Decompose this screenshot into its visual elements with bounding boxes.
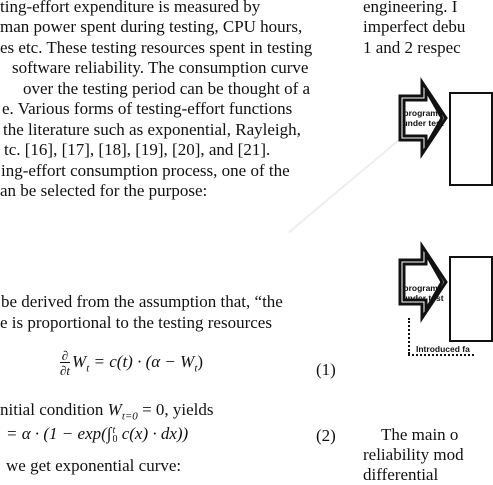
body-text-line: over the testing period can be thought of a: [23, 79, 311, 98]
watermark-mark: [288, 129, 412, 233]
partial-derivative: ∂ ∂t: [60, 348, 71, 378]
body-text-line: es etc. These testing resources spent in testing: [0, 38, 313, 57]
body-text-line: engineering. I: [363, 0, 458, 16]
body-text-line: reliability mod: [363, 445, 464, 464]
body-text-line: ting-effort expenditure is measured by: [0, 0, 261, 16]
body-text-line: an be selected for the purpose:: [0, 181, 208, 200]
body-text-line: ing-effort consumption process, one of the: [1, 161, 290, 180]
body-text-line: be derived from the assumption that, “the: [1, 292, 283, 311]
body-text-line: nitial condition $W_{t=0} = 0$, yields: [0, 400, 214, 423]
body-text-line: the literature such as exponential, Rayleigh,: [3, 120, 301, 139]
equation-1: ∂ ∂t $W_t = c(t) \cdot (\alpha - W_t)$: [60, 348, 204, 378]
body-text-line: imperfect debu: [363, 17, 466, 36]
body-text-line: e is proportional to the testing resources: [0, 313, 272, 332]
introduced-faults-label: Introduced fa: [416, 344, 470, 354]
body-text-line: differential: [363, 465, 439, 484]
programs-arrow-icon: [398, 244, 448, 320]
body-text-line: 1 and 2 respec: [363, 38, 461, 57]
body-text-line: we get exponential curve:: [6, 456, 182, 475]
body-text-line: man power spent during testing, CPU hours,: [0, 17, 303, 36]
feedback-dotted-line: [408, 354, 474, 356]
arrow-label: programs under test: [402, 108, 444, 128]
equation-2: = α · (1 − exp(∫ t 0 c(x) · dx)): [6, 424, 189, 446]
equation-number-1: (1): [316, 360, 336, 379]
equation-number-2: (2): [316, 426, 336, 445]
body-text-line: The main o: [381, 425, 459, 444]
body-text-line: tc. [16], [17], [18], [19], [20], and [21].: [4, 140, 271, 159]
feedback-dotted-line: [408, 318, 410, 354]
body-text-line: e. Various forms of testing-effort functions: [2, 99, 293, 118]
process-box: [449, 256, 493, 342]
body-text-line: software reliability. The consumption curve: [12, 58, 309, 77]
process-box: [449, 92, 493, 186]
arrow-label: programs under test: [402, 283, 444, 303]
